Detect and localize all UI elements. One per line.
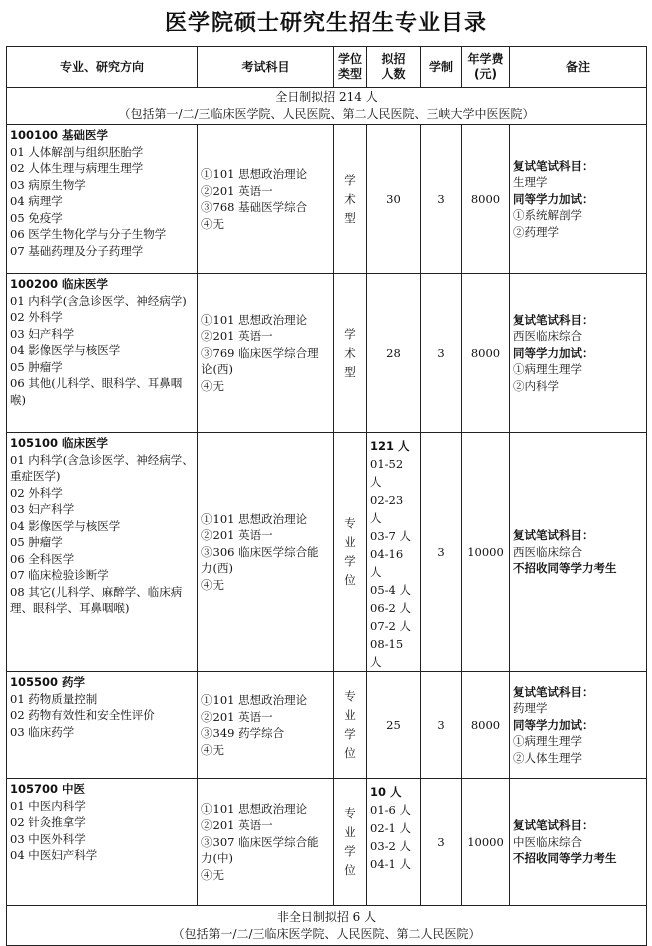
degree-type-char: 术 — [344, 345, 356, 360]
research-direction: 02 人体生理与病理生理学 — [10, 161, 144, 175]
exam-subject: ①101 思想政治理论 — [201, 167, 308, 181]
research-direction: 03 中医外科学 — [10, 831, 86, 846]
header-exam: 考试科目 — [198, 47, 334, 88]
exam-cell — [198, 433, 334, 672]
major-cell — [7, 779, 198, 906]
note-cell — [510, 274, 647, 433]
research-direction: 01 中医内科学 — [10, 798, 86, 813]
research-direction: 06 全科医学 — [10, 551, 75, 566]
duration-cell: 3 — [421, 779, 462, 906]
plan-item: 03-2 人 — [370, 839, 411, 853]
plan-item: 02-23 人 — [370, 493, 404, 525]
exam-subject: ④无 — [201, 577, 224, 592]
degree-type-char: 术 — [344, 191, 356, 206]
table-row — [7, 672, 647, 779]
degree-type-char: 位 — [344, 746, 356, 760]
exam-subject: ③349 药学综合 — [201, 726, 285, 740]
fee-cell: 10000 — [462, 779, 510, 906]
degree-type-char: 位 — [344, 863, 356, 877]
degree-type-char: 学 — [344, 326, 356, 341]
research-direction: 02 外科学 — [10, 485, 63, 500]
plan-item: 03-7 人 — [370, 529, 411, 543]
major-cell — [7, 125, 198, 274]
exam-cell — [198, 274, 334, 433]
duration-cell: 3 — [421, 672, 462, 779]
header-fee: 年学费 (元) — [462, 47, 510, 88]
note-line: 生理学 — [513, 175, 548, 190]
degree-type-char: 专 — [344, 689, 356, 703]
note-line: 药理学 — [513, 701, 548, 716]
page-title: 医学院硕士研究生招生专业目录 — [164, 11, 487, 36]
plan-cell — [367, 433, 421, 672]
note-cell — [510, 779, 647, 906]
degree-type-char: 业 — [344, 535, 356, 549]
exam-subject: ①101 思想政治理论 — [201, 801, 308, 816]
research-direction: 05 免疫学 — [10, 210, 63, 225]
research-direction: 03 妇产科学 — [10, 326, 75, 341]
major-cell — [7, 274, 198, 433]
degree-type-cell — [334, 274, 367, 433]
plan-item: 06-2 人 — [370, 601, 411, 615]
note-line: 中医临床综合 — [513, 834, 582, 849]
duration-cell: 3 — [421, 274, 462, 433]
research-direction: 07 基础药理及分子药理学 — [10, 243, 144, 258]
fee-cell: 8000 — [462, 274, 510, 433]
exam-subject: ②201 英语一 — [201, 183, 273, 198]
duration-cell: 3 — [421, 433, 462, 672]
major-cell — [7, 672, 198, 779]
header-row — [7, 47, 647, 88]
degree-type-char: 学 — [344, 844, 356, 858]
major-code: 100200 临床医学 — [10, 277, 109, 291]
note-line: 复试笔试科目： — [513, 158, 594, 173]
note-line: ①系统解剖学 — [513, 208, 582, 223]
exam-subject: ④无 — [201, 378, 224, 393]
header-type: 学位 类型 — [334, 47, 367, 88]
banner-full-time — [7, 88, 647, 125]
exam-cell — [198, 779, 334, 906]
note-line: 西医临床综合 — [513, 544, 582, 559]
plan-item: 05-4 人 — [370, 583, 411, 597]
research-direction: 01 内科学(含急诊医学、神经病学、重症医学) — [10, 452, 194, 483]
research-direction: 08 其它(儿科学、麻醉学、临床病理、眼科学、耳鼻咽喉) — [10, 584, 183, 615]
plan-item: 04-1 人 — [370, 857, 411, 871]
exam-subject: ④无 — [201, 742, 224, 757]
note-line: ②人体生理学 — [513, 750, 582, 765]
plan-total: 121 人 — [370, 439, 410, 453]
banner-part-line2: （包括第一/二/三临床医学院、人民医院、第二人民医院） — [172, 926, 481, 941]
research-direction: 02 针灸推拿学 — [10, 815, 86, 829]
banner-full-line2: （包括第一/二/三临床医学院、人民医院、第二人民医院、三峡大学中医医院） — [118, 107, 535, 121]
degree-type-cell — [334, 125, 367, 274]
research-direction: 03 病原生物学 — [10, 177, 86, 192]
research-direction: 04 影像医学与核医学 — [10, 343, 121, 357]
degree-type-cell — [334, 779, 367, 906]
research-direction: 02 药物有效性和安全性评价 — [10, 708, 155, 722]
table-row — [7, 779, 647, 906]
header-duration: 学制 — [421, 47, 462, 88]
exam-subject: ④无 — [201, 216, 224, 231]
plan-item: 02-1 人 — [370, 821, 411, 835]
research-direction: 04 影像医学与核医学 — [10, 518, 121, 533]
exam-cell — [198, 125, 334, 274]
degree-type-char: 学 — [344, 554, 356, 568]
research-direction: 01 内科学(含急诊医学、神经病学) — [10, 293, 187, 308]
plan-item: 08-15 人 — [370, 637, 404, 669]
exam-subject: ①101 思想政治理论 — [201, 511, 308, 526]
catalog-table — [6, 46, 647, 946]
research-direction: 05 肿瘤学 — [10, 535, 63, 549]
exam-subject: ④无 — [201, 867, 224, 882]
exam-subject: ③769 临床医学综合理论(西) — [201, 345, 319, 377]
research-direction: 04 中医妇产科学 — [10, 848, 98, 862]
header-major: 专业、研究方向 — [7, 47, 198, 88]
plan-cell: 25 — [367, 672, 421, 779]
note-line: 复试笔试科目： — [513, 528, 594, 543]
degree-type-char: 专 — [344, 516, 356, 530]
header-plan: 拟招 人数 — [367, 47, 421, 88]
table-row — [7, 125, 647, 274]
major-code: 105500 药学 — [10, 675, 86, 689]
duration-cell: 3 — [421, 125, 462, 274]
note-line: 复试笔试科目： — [513, 818, 594, 833]
major-code: 105100 临床医学 — [10, 436, 109, 450]
banner-part-time — [7, 906, 647, 946]
table-row — [7, 274, 647, 433]
plan-item: 01-6 人 — [370, 803, 411, 817]
note-line: ②药理学 — [513, 224, 559, 239]
note-line: 同等学力加试： — [513, 717, 594, 732]
note-line: ①病理生理学 — [513, 362, 582, 377]
research-direction: 03 妇产科学 — [10, 502, 75, 516]
note-cell — [510, 433, 647, 672]
research-direction: 04 病理学 — [10, 194, 63, 208]
note-line: ①病理生理学 — [513, 734, 582, 749]
exam-subject: ①101 思想政治理论 — [201, 312, 308, 327]
research-direction: 06 其他(儿科学、眼科学、耳鼻咽喉) — [10, 376, 183, 407]
degree-type-char: 专 — [344, 806, 356, 820]
degree-type-cell — [334, 433, 367, 672]
plan-cell: 28 — [367, 274, 421, 433]
plan-item: 04-16 人 — [370, 547, 404, 579]
banner-part-line1: 非全日制拟招 6 人 — [276, 909, 377, 924]
research-direction: 06 医学生物化学与分子生物学 — [10, 227, 167, 241]
exam-subject: ②201 英语一 — [201, 528, 273, 543]
plan-item: 01-52 人 — [370, 457, 404, 489]
research-direction: 03 临床药学 — [10, 724, 75, 739]
note-line: 不招收同等学力考生 — [513, 851, 617, 866]
research-direction: 02 外科学 — [10, 310, 63, 324]
note-line: 同等学力加试： — [513, 191, 594, 206]
note-line: 西医临床综合 — [513, 329, 582, 344]
degree-type-char: 业 — [344, 825, 356, 839]
note-cell — [510, 672, 647, 779]
note-line: ②内科学 — [513, 378, 559, 393]
exam-subject: ③307 临床医学综合能力(中) — [201, 834, 319, 866]
plan-item: 07-2 人 — [370, 619, 411, 633]
table-row — [7, 433, 647, 672]
research-direction: 05 肿瘤学 — [10, 359, 63, 374]
banner-full-line1: 全日制拟招 214 人 — [275, 90, 378, 104]
plan-total: 10 人 — [370, 785, 402, 799]
major-cell — [7, 433, 198, 672]
header-note: 备注 — [510, 47, 647, 88]
exam-subject: ①101 思想政治理论 — [201, 693, 308, 707]
note-line: 复试笔试科目： — [513, 312, 594, 327]
plan-cell: 30 — [367, 125, 421, 274]
degree-type-cell — [334, 672, 367, 779]
fee-cell: 10000 — [462, 433, 510, 672]
fee-cell: 8000 — [462, 125, 510, 274]
exam-cell — [198, 672, 334, 779]
degree-type-char: 位 — [344, 573, 356, 587]
exam-subject: ②201 英语一 — [201, 329, 273, 344]
exam-subject: ③768 基础医学综合 — [201, 200, 308, 214]
research-direction: 01 药物质量控制 — [10, 691, 98, 706]
degree-type-char: 型 — [344, 364, 356, 379]
note-line: 不招收同等学力考生 — [513, 561, 617, 576]
note-line: 复试笔试科目： — [513, 684, 594, 699]
degree-type-char: 业 — [344, 708, 356, 722]
degree-type-char: 型 — [344, 210, 356, 225]
note-line: 同等学力加试： — [513, 345, 594, 360]
exam-subject: ②201 英语一 — [201, 818, 273, 833]
major-code: 105700 中医 — [10, 782, 86, 796]
major-code: 100100 基础医学 — [10, 128, 109, 142]
research-direction: 07 临床检验诊断学 — [10, 568, 109, 582]
exam-subject: ②201 英语一 — [201, 709, 273, 724]
degree-type-char: 学 — [344, 727, 356, 741]
exam-subject: ③306 临床医学综合能力(西) — [201, 544, 319, 576]
plan-cell — [367, 779, 421, 906]
research-direction: 01 人体解剖与组织胚胎学 — [10, 144, 144, 159]
fee-cell: 8000 — [462, 672, 510, 779]
degree-type-char: 学 — [344, 172, 356, 187]
note-cell — [510, 125, 647, 274]
